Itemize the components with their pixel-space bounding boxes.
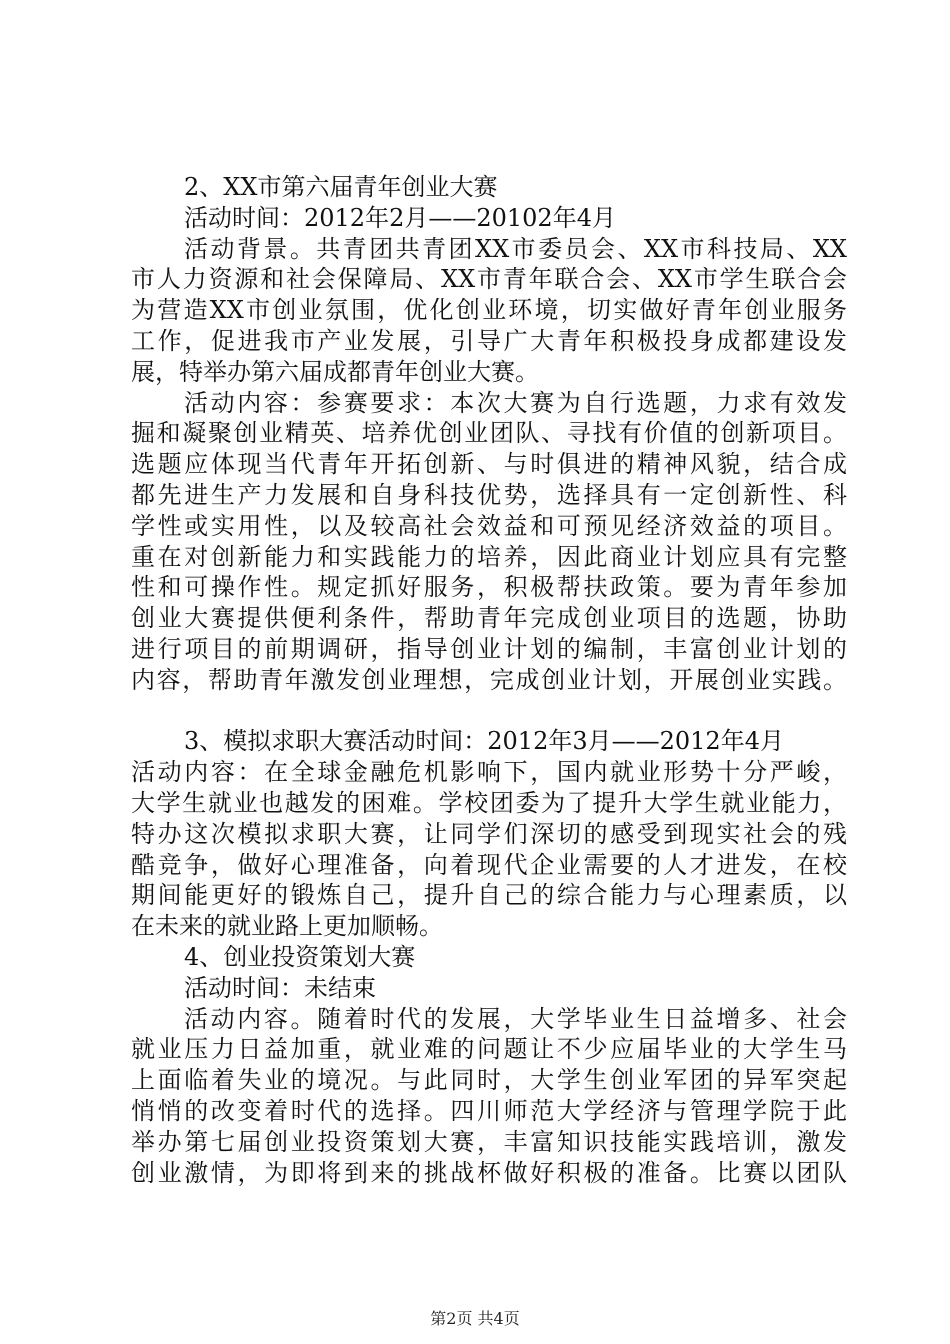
paragraph-line: 举办第七届创业投资策划大赛，丰富知识技能实践培训，激发: [131, 1127, 847, 1156]
paragraph-line: 创业激情，为即将到来的挑战杯做好积极的准备。比赛以团队: [131, 1158, 847, 1187]
paragraph-line: 大学生就业也越发的困难。学校团委为了提升大学生就业能力，: [131, 788, 847, 817]
paragraph-line: 都先进生产力发展和自身科技优势，选择具有一定创新性、科: [131, 480, 847, 509]
paragraph-line: 活动内容。随着时代的发展，大学毕业生日益增多、社会: [184, 1004, 847, 1033]
section-heading: 3、模拟求职大赛活动时间：2012年3月——2012年4月: [184, 727, 784, 756]
paragraph-line: 重在对创新能力和实践能力的培养，因此商业计划应具有完整: [131, 542, 847, 571]
paragraph-line: 酷竞争，做好心理准备，向着现代企业需要的人才进发，在校: [131, 850, 847, 879]
paragraph-line: 市人力资源和社会保障局、XX市青年联合会、XX市学生联合会: [131, 265, 847, 294]
paragraph-line: 就业压力日益加重，就业难的问题让不少应届毕业的大学生马: [131, 1035, 847, 1064]
paragraph-line: 内容，帮助青年激发创业理想，完成创业计划，开展创业实践。: [131, 665, 847, 694]
paragraph-line: 上面临着失业的境况。与此同时，大学生创业军团的异军突起: [131, 1066, 847, 1095]
section-heading: 4、创业投资策划大赛: [184, 942, 416, 971]
page-number-footer: 第2页 共4页: [430, 1309, 520, 1328]
paragraph-line: 进行项目的前期调研，指导创业计划的编制，丰富创业计划的: [131, 634, 847, 663]
paragraph-line: 活动时间：未结束: [184, 973, 376, 1002]
paragraph-line: 活动内容：参赛要求：本次大赛为自行选题，力求有效发: [184, 388, 847, 417]
document-body: [131, 172, 847, 1188]
paragraph-line: 为营造XX市创业氛围，优化创业环境，切实做好青年创业服务: [131, 296, 847, 325]
paragraph-line: 特办这次模拟求职大赛，让同学们深切的感受到现实社会的残: [131, 819, 847, 848]
paragraph-line: 悄悄的改变着时代的选择。四川师范大学经济与管理学院于此: [131, 1096, 847, 1125]
paragraph-line: 活动内容：在全球金融危机影响下，国内就业形势十分严峻，: [131, 758, 847, 787]
paragraph-line: 工作，促进我市产业发展，引导广大青年积极投身成都建设发: [131, 326, 847, 355]
paragraph-line: 创业大赛提供便利条件，帮助青年完成创业项目的选题，协助: [131, 604, 847, 633]
paragraph-line: 在未来的就业路上更加顺畅。: [131, 912, 443, 941]
paragraph-line: 期间能更好的锻炼自己，提升自己的综合能力与心理素质，以: [131, 881, 847, 910]
blank-line: [131, 696, 847, 727]
paragraph-line: 掘和凝聚创业精英、培养优创业团队、寻找有价值的创新项目。: [131, 419, 847, 448]
section-heading: 2、XX市第六届青年创业大赛: [184, 173, 498, 201]
paragraph-line: 学性或实用性，以及较高社会效益和可预见经济效益的项目。: [131, 511, 847, 540]
paragraph-line: 性和可操作性。规定抓好服务，积极帮扶政策。要为青年参加: [131, 573, 847, 602]
paragraph-line: 展，特举办第六届成都青年创业大赛。: [131, 357, 539, 386]
paragraph-line: 活动背景。共青团共青团XX市委员会、XX市科技局、XX: [184, 234, 847, 263]
paragraph-line: 选题应体现当代青年开拓创新、与时俱进的精神风貌，结合成: [131, 450, 847, 479]
paragraph-line: 活动时间：2012年2月——20102年4月: [184, 203, 616, 232]
